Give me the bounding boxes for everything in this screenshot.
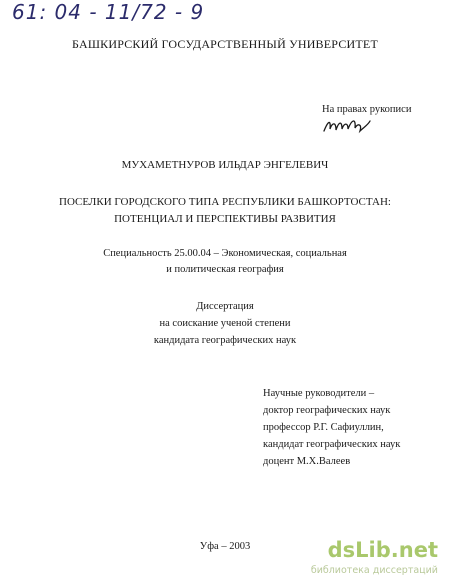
university-name: БАШКИРСКИЙ ГОСУДАРСТВЕННЫЙ УНИВЕРСИТЕТ xyxy=(72,37,378,51)
supervisor-1-name: профессор Р.Г. Сафиуллин, xyxy=(263,422,384,433)
handwritten-archive-code: 61: 04 - 11/72 - 9 xyxy=(12,0,205,24)
watermark-logo-text: dsLib.net xyxy=(327,538,438,562)
dissertation-title-line-2: ПОТЕНЦИАЛ И ПЕРСПЕКТИВЫ РАЗВИТИЯ xyxy=(114,213,336,225)
specialty-line-1: Специальность 25.00.04 – Экономическая, социальная xyxy=(103,248,347,259)
watermark-subtitle: библиотека диссертаций xyxy=(310,565,438,576)
supervisor-2-name: доцент М.Х.Валеев xyxy=(263,456,351,467)
degree-line: на соискание ученой степени xyxy=(159,318,291,329)
dissertation-label: Диссертация xyxy=(196,301,254,312)
supervisor-2-degree: кандидат географических наук xyxy=(263,439,401,450)
specialty-line-2: и политическая география xyxy=(166,264,284,275)
manuscript-rights-note: На правах рукописи xyxy=(322,104,412,115)
dslib-watermark xyxy=(298,538,444,578)
dissertation-title-line-1: ПОСЕЛКИ ГОРОДСКОГО ТИПА РЕСПУБЛИКИ БАШКОРТОСТАН: xyxy=(59,196,391,208)
supervisor-1-degree: доктор географических наук xyxy=(263,405,391,416)
supervisors-heading: Научные руководители – xyxy=(263,388,375,399)
author-name: МУХАМЕТНУРОВ ИЛЬДАР ЭНГЕЛЕВИЧ xyxy=(121,159,329,171)
author-signature xyxy=(322,115,372,137)
degree-field-line: кандидата географических наук xyxy=(153,335,297,346)
city-year: Уфа – 2003 xyxy=(199,541,251,552)
